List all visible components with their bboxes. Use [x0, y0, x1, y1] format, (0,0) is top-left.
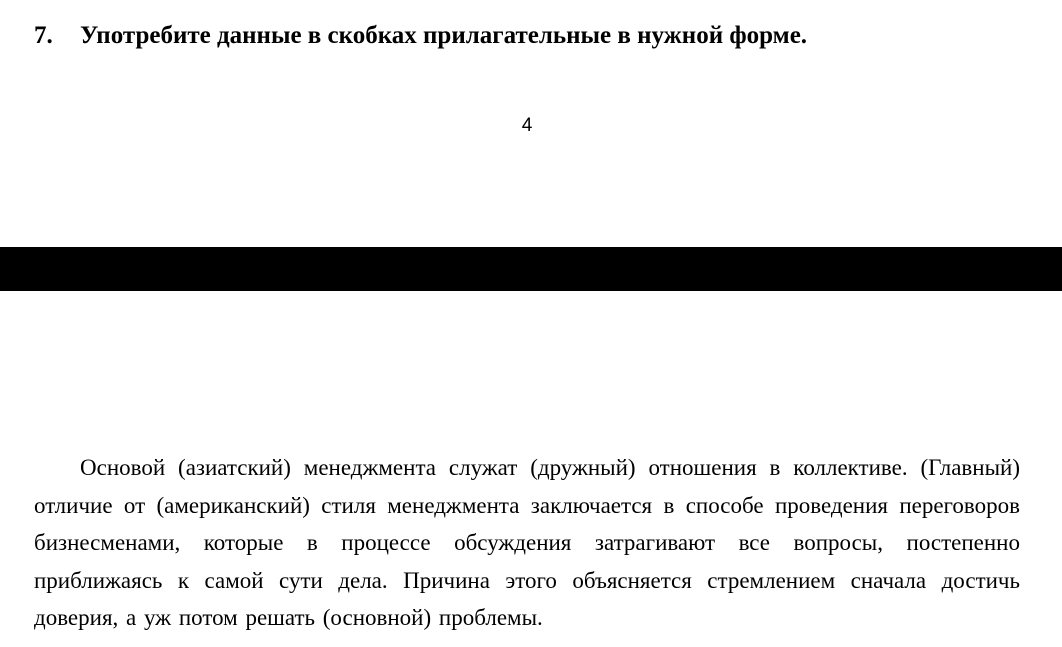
exercise-heading — [34, 16, 1034, 56]
page-break-bar — [0, 247, 1062, 291]
exercise-number: 7. — [34, 22, 53, 49]
exercise-instruction: Употребите данные в скобках прилагательные в нужной форме. — [80, 22, 808, 49]
page-number: 4 — [521, 115, 533, 136]
exercise-paragraph: Основой (азиатский) менеджмента служат (дружный) отношения в коллективе. (Главный) отличие от (американский) стиля менеджмента заключается в способе проведения переговоров бизнесменами, которые в процессе обсуждения затрагивают все вопросы, постепенно приближаясь к самой сути дела. Причина этого объясняется стремлением сначала достичь доверия, а уж потом решать (основной) проблемы. — [34, 455, 1020, 631]
